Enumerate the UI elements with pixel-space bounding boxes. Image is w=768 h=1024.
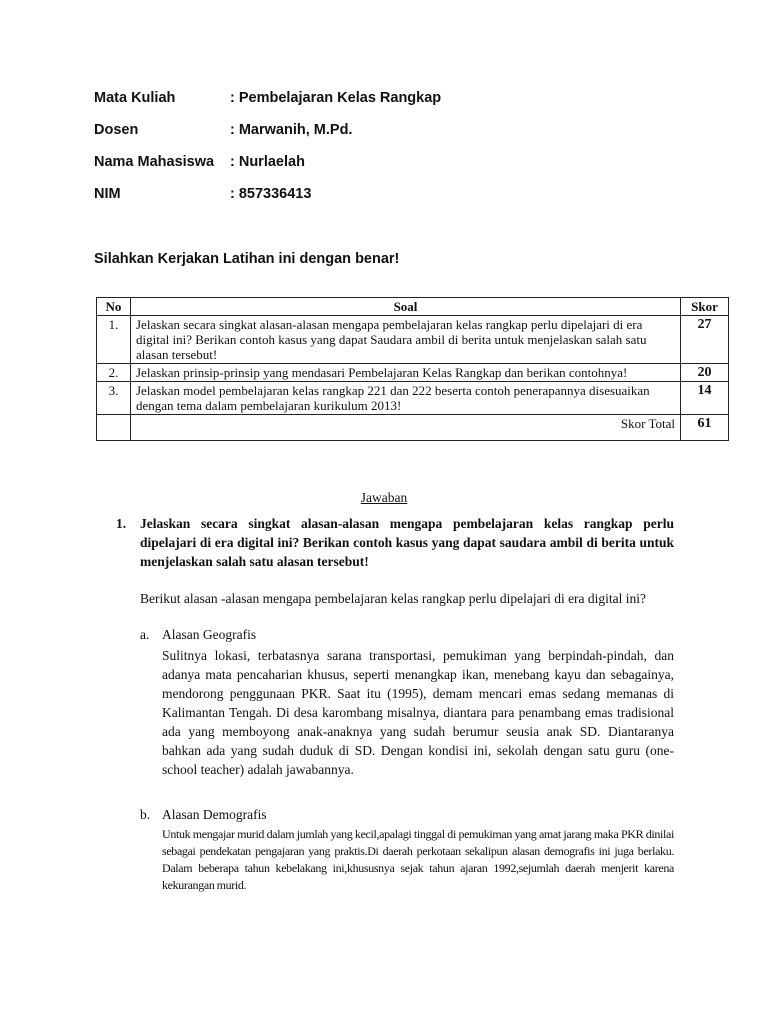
- subheading-title: Alasan Geografis: [162, 627, 257, 642]
- question-table: [96, 297, 729, 441]
- row-skor: 14: [681, 382, 729, 415]
- info-row-dosen: [94, 122, 352, 138]
- header-soal: Soal: [131, 298, 681, 316]
- info-label: NIM: [94, 186, 121, 202]
- total-value: 61: [681, 415, 729, 441]
- row-no: 1.: [97, 316, 131, 364]
- question-text: Jelaskan secara singkat alasan-alasan mengapa pembelajaran kelas rangkap perlu dipelajari di era digital ini? Berikan contoh kasus yang dapat saudara ambil di berita untuk menjelaskan salah satu alasan tersebut!: [140, 516, 674, 569]
- info-value: : Nurlaelah: [230, 154, 305, 170]
- info-row-nim: [94, 186, 311, 202]
- info-value: : Pembelajaran Kelas Rangkap: [230, 90, 442, 106]
- row-no: 3.: [97, 382, 131, 415]
- table-header-row: [97, 298, 729, 316]
- question-number: 1.: [116, 516, 127, 531]
- info-row-mata-kuliah: [94, 90, 441, 106]
- answer-question-1: [116, 514, 674, 571]
- header-skor: Skor: [681, 298, 729, 316]
- list-letter: b.: [140, 807, 151, 822]
- subheading-title: Alasan Demografis: [162, 807, 267, 822]
- row-no: 2.: [97, 364, 131, 382]
- info-row-nama-mahasiswa: [94, 154, 305, 170]
- header-no: No: [97, 298, 131, 316]
- info-label: Dosen: [94, 122, 139, 138]
- row-soal: Jelaskan prinsip-prinsip yang mendasari Pembelajaran Kelas Rangkap dan berikan contohnya!: [131, 364, 681, 382]
- table-row: [97, 382, 729, 415]
- list-letter: a.: [140, 627, 150, 642]
- row-skor: 20: [681, 364, 729, 382]
- row-soal: Jelaskan model pembelajaran kelas rangkap 221 dan 222 beserta contoh penerapannya disesuaikan dengan tema dalam pembelajaran kurikulum 2013!: [131, 382, 681, 415]
- subheading-geografis: [140, 627, 256, 643]
- table-row: [97, 316, 729, 364]
- table-total-row: [97, 415, 729, 441]
- answer-title: Jawaban: [360, 490, 408, 505]
- paragraph-demografis: Untuk mengajar murid dalam jumlah yang kecil,apalagi tinggal di pemukiman yang amat jarang maka PKR dinilai sebagai pendekatan pengajaran yang praktis.Di daerah perkotaan sekalipun alasan demografis ini juga berlaku. Dalam beberapa tahun kebelakang ini,khususnya sejak tahun ajaran 1992,sejumlah daerah menjerit karena kekurangan murid.: [162, 827, 674, 892]
- total-empty-cell: [97, 415, 131, 441]
- total-label: Skor Total: [131, 415, 681, 441]
- row-soal: Jelaskan secara singkat alasan-alasan mengapa pembelajaran kelas rangkap perlu dipelajari di era digital ini? Berikan contoh kasus yang dapat Saudara ambil di berita untuk menjelaskan salah satu alasan tersebut!: [131, 316, 681, 364]
- table-row: [97, 364, 729, 382]
- answer-intro: Berikut alasan -alasan mengapa pembelajaran kelas rangkap perlu dipelajari di era digital ini?: [140, 591, 647, 606]
- paragraph-geografis: Sulitnya lokasi, terbatasnya sarana transportasi, pemukiman yang berpindah-pindah, dan adanya mata pencaharian khusus, seperti menangkap ikan, menebang kayu dan sebagainya, mendorong penggunaan PKR. Saat itu (1995), demam mencari emas sedang memanas di Kalimantan Tengah. Di desa karombang misalnya, diantara para penambang emas tradisional ada yang memboyong anak-anaknya yang sudah berumur seusia anak SD. Diantaranya bahkan ada yang sudah duduk di SD. Dengan kondisi ini, sekolah dengan satu guru (one-school teacher) adalah jawabannya.: [162, 648, 674, 777]
- subheading-demografis: [140, 807, 267, 823]
- info-value: : 857336413: [230, 186, 312, 202]
- row-skor: 27: [681, 316, 729, 364]
- info-label: Nama Mahasiswa: [94, 154, 215, 170]
- instruction-text: Silahkan Kerjakan Latihan ini dengan benar!: [94, 251, 400, 267]
- info-label: Mata Kuliah: [94, 90, 176, 106]
- info-value: : Marwanih, M.Pd.: [230, 122, 353, 138]
